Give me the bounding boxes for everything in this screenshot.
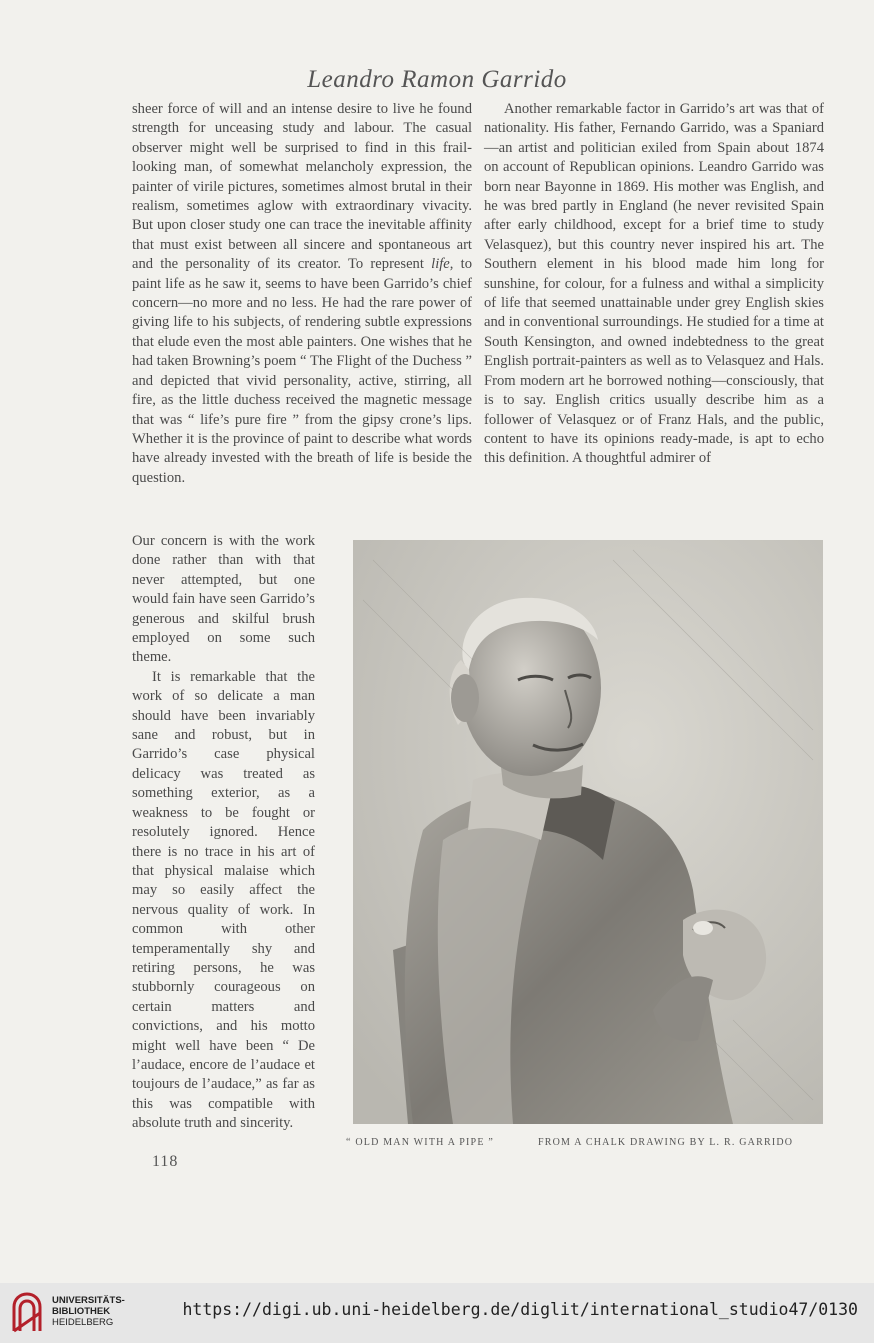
left-paragraph-3: It is remarkable that the work of so delicate a man should have been invariably sane and robust, but in Garrido’s case physical delicacy was treated as something exterior, as a weakness to be fought or resolutely ignored. Hence there is no trace in his art of that physical malaise which may so easily affect the nervous quality of work. In common with other temperamentally shy and retiring persons, he was stubbornly courageous on certain matters and convictions, and his motto might well have been “ De l’audace, encore de l’audace et toujours de l’audace,” as far as this was compatible with absolute truth and sincerity. [132, 668, 315, 1132]
right-paragraph-1: Another remarkable factor in Garrido’s art was that of nationality. His father, Fernando Garrido, was a Spaniard—an artist and politician exiled from Spain about 1874 on account of Republican opinions. Leandro Garrido was born near Bayonne in 1869. His mother was English, and he was bred partly in England (he never revisited Spain after early childhood, except for a brief time to study Velasquez), but this country never inspired his art. The Southern element in his blood made him long for sunshine, for colour, for a fulness and withal a simplicity of life that seemed unattainable under grey English skies and in conventional surroundings. He studied for a time at South Kensington, and owned indebtedness to the great English portrait-painters as well as to Velasquez and Hals. From modern art he borrowed nothing—consciously, that is to say. English critics usually describe him as a follower of Velasquez or of Franz Hals, and the public, content to have its opinions ready-made, is apt to echo this definition. A thoughtful admirer of [484, 101, 824, 467]
right-column [484, 100, 824, 469]
figure-caption-title: “ OLD MAN WITH A PIPE ” [346, 1137, 494, 1148]
figure-caption-credit: FROM A CHALK DRAWING BY L. R. GARRIDO [538, 1137, 794, 1148]
library-logo-icon [10, 1291, 44, 1335]
left-column-top [132, 100, 472, 488]
page-number: 118 [152, 1153, 179, 1170]
permalink-url[interactable]: https://digi.ub.uni-heidelberg.de/diglit/international_studio47/0130 [182, 1300, 858, 1319]
portrait-illustration [353, 540, 823, 1124]
left-paragraph-1: sheer force of will and an intense desire to live he found strength for unceasing study and labour. The casual observer might well be surprised to find in this frail-looking man, of somewhat melancholy expression, the painter of virile pictures, sometimes almost brutal in their realism, sometimes aglow with extraordinary vivacity. But upon closer study one can trace the inevitable affinity that must exist between all sincere and spontaneous art and the personality of its creator. To represent life, to paint life as he saw it, seems to have been Garrido’s chief concern—no more and no less. He had the rare power of giving life to his subjects, of rendering subtle expressions that elude even the most able painters. One wishes that he had taken Browning’s poem “ The Flight of the Duchess ” and depicted that vivid personality, active, stirring, all fire, as the little duchess received the magnetic message that was “ life’s pure fire ” from the gipsy crone’s lips. Whether it is the province of paint to describe what words have already invested with the breath of life is beside the question. [132, 101, 473, 486]
left-column-narrow [132, 532, 315, 1134]
viewer-footer [0, 1283, 874, 1343]
running-head-title: Leandro Ramon Garrido [307, 66, 567, 93]
library-name: UNIVERSITÄTS- BIBLIOTHEK HEIDELBERG [52, 1295, 125, 1328]
italic-life: life [431, 256, 450, 273]
chalk-drawing-old-man [353, 540, 823, 1124]
left-paragraph-2: Our concern is with the work done rather than with that never attempted, but one would fain have seen Garrido’s generous and skilful brush employed on some such theme. [132, 533, 315, 666]
